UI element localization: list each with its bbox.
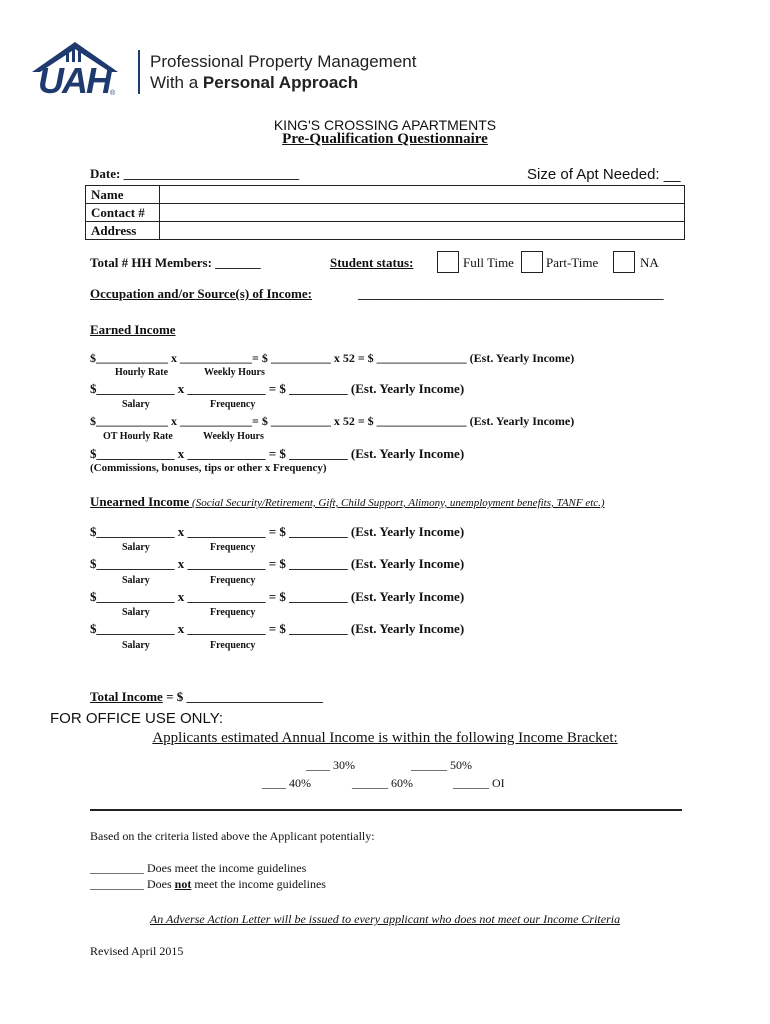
earned-row-1-sub2: Weekly Hours — [204, 367, 265, 378]
earned-note: (Commissions, bonuses, tips or other x Frequency) — [90, 462, 327, 474]
address-label: Address — [86, 222, 160, 240]
contact-label: Contact # — [86, 204, 160, 222]
earned-row-2-sub1: Salary — [122, 399, 150, 410]
bracket-30[interactable]: ____ 30% — [306, 758, 355, 772]
part-time-checkbox[interactable] — [521, 251, 543, 273]
bracket-oi[interactable]: ______ OI — [453, 776, 505, 790]
full-time-checkbox[interactable] — [437, 251, 459, 273]
unearned-income-heading: Unearned Income (Social Security/Retirement, Gift, Child Support, Alimony, unemployment benefits, TANF etc.) — [90, 494, 605, 509]
earned-row-3-sub2: Weekly Hours — [203, 431, 264, 442]
meets-guidelines-field[interactable]: _________ Does meet the income guidelines — [90, 861, 307, 875]
unearned-row-4-sub2: Frequency — [210, 640, 256, 651]
table-row — [86, 186, 685, 204]
bracket-60[interactable]: ______ 60% — [352, 776, 413, 790]
logo-text: UAH — [38, 60, 110, 101]
unearned-row-1[interactable]: $____________ x ____________ = $ _________ (Est. Yearly Income) — [90, 524, 465, 539]
table-row — [86, 222, 685, 240]
earned-row-2-sub2: Frequency — [210, 399, 256, 410]
bracket-heading: Applicants estimated Annual Income is within the following Income Bracket: — [152, 730, 618, 746]
earned-row-1[interactable]: $____________ x ____________= $ __________ x 52 = $ _______________ (Est. Yearly Income) — [90, 351, 575, 365]
unearned-row-2-sub2: Frequency — [210, 575, 256, 586]
student-status-label: Student status: — [330, 255, 414, 270]
full-time-label: Full Time — [463, 255, 514, 270]
unearned-row-3[interactable]: $____________ x ____________ = $ _________ (Est. Yearly Income) — [90, 589, 465, 604]
not-meets-guidelines-field[interactable]: _________ Does not meet the income guidelines — [90, 877, 326, 891]
date-field[interactable]: Date: ___________________________ — [90, 166, 300, 181]
revised-date: Revised April 2015 — [90, 944, 184, 958]
total-income-field[interactable]: Total Income = $ _____________________ — [90, 689, 323, 704]
hh-members-field[interactable]: Total # HH Members: _______ — [90, 255, 261, 270]
registered-mark: ® — [110, 90, 116, 97]
unearned-row-3-sub2: Frequency — [210, 607, 256, 618]
occupation-label: Occupation and/or Source(s) of Income: — [90, 286, 312, 301]
unearned-detail: (Social Security/Retirement, Gift, Child Support, Alimony, unemployment benefits, TANF etc.) — [189, 497, 605, 509]
office-use-heading: FOR OFFICE USE ONLY: — [50, 710, 224, 727]
adverse-action-notice: An Adverse Action Letter will be issued to every applicant who does not meet our Income Criteria — [149, 912, 621, 926]
logo-divider — [138, 50, 140, 94]
unearned-row-1-sub2: Frequency — [210, 542, 256, 553]
name-input[interactable] — [160, 186, 685, 204]
company-logo — [30, 40, 120, 102]
unearned-row-4-sub1: Salary — [122, 640, 150, 651]
unearned-row-4[interactable]: $____________ x ____________ = $ _________ (Est. Yearly Income) — [90, 621, 465, 636]
unearned-row-3-sub1: Salary — [122, 607, 150, 618]
earned-income-heading: Earned Income — [90, 322, 176, 337]
occupation-input[interactable]: _______________________________________________ — [358, 286, 664, 301]
tagline-bold: Personal Approach — [202, 73, 359, 92]
na-checkbox[interactable] — [613, 251, 635, 273]
address-input[interactable] — [160, 222, 685, 240]
bracket-40[interactable]: ____ 40% — [262, 776, 311, 790]
na-label: NA — [640, 255, 659, 270]
earned-row-2[interactable]: $____________ x ____________ = $ _________ (Est. Yearly Income) — [90, 381, 465, 396]
name-label: Name — [86, 186, 160, 204]
earned-row-4[interactable]: $____________ x ____________ = $ _________ (Est. Yearly Income) — [90, 446, 465, 461]
bracket-50[interactable]: ______ 50% — [411, 758, 472, 772]
tagline-line2: With a Personal Approach — [150, 73, 359, 92]
contact-input[interactable] — [160, 204, 685, 222]
criteria-text: Based on the criteria listed above the Applicant potentially: — [90, 829, 375, 843]
table-row — [86, 204, 685, 222]
earned-row-3[interactable]: $____________ x ____________= $ __________ x 52 = $ _______________ (Est. Yearly Income) — [90, 414, 575, 428]
earned-row-3-sub1: OT Hourly Rate — [103, 431, 173, 442]
applicant-info-table — [85, 185, 685, 240]
unearned-row-2-sub1: Salary — [122, 575, 150, 586]
earned-row-1-sub1: Hourly Rate — [115, 367, 169, 378]
unearned-row-1-sub1: Salary — [122, 542, 150, 553]
section-divider — [90, 809, 682, 811]
tagline-line1: Professional Property Management — [150, 52, 417, 71]
unearned-row-2[interactable]: $____________ x ____________ = $ _________ (Est. Yearly Income) — [90, 556, 465, 571]
page-title: KING'S CROSSING APARTMENTS — [273, 117, 497, 133]
part-time-label: Part-Time — [546, 255, 599, 270]
apt-size-field[interactable]: Size of Apt Needed: __ — [527, 166, 681, 183]
page-subtitle: Pre-Qualification Questionnaire — [282, 131, 488, 147]
